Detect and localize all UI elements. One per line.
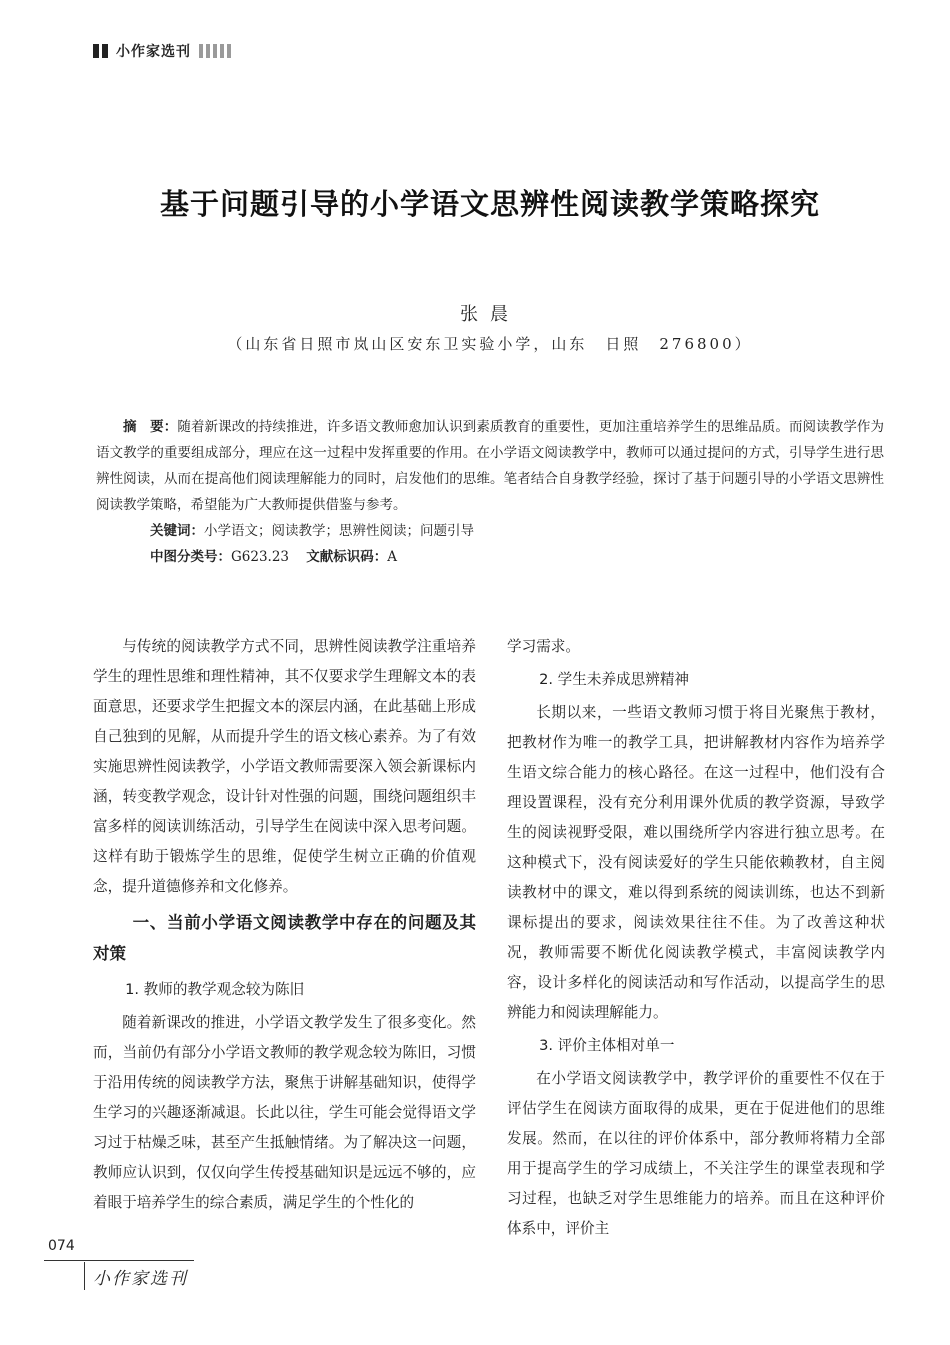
footer-divider bbox=[84, 1262, 85, 1290]
body-paragraph: 长期以来，一些语文教师习惯于将目光聚焦于教材，把教材作为唯一的教学工具，把讲解教材内容作为培养学生语文综合能力的核心路径。在这一过程中，他们没有合理设置课程，没有充分利用课外优质的教学资源，导致学生的阅读视野受限，难以围绕所学内容进行独立思考。在这种模式下，没有阅读爱好的学生只能依赖教材，自主阅读教材中的课文，难以得到系统的阅读训练，也达不到新课标提出的要求，阅读效果往往不佳。为了改善这种状况，教师需要不断优化阅读教学模式，丰富阅读教学内容，设计多样化的阅读活动和写作活动，以提高学生的思辨能力和阅读理解能力。 bbox=[507, 704, 885, 1021]
abstract-block bbox=[96, 414, 884, 570]
clc-label: 中图分类号： bbox=[150, 549, 231, 565]
clc-code: G623.23 bbox=[231, 549, 290, 565]
footer-rule bbox=[44, 1260, 194, 1261]
abstract-text: 随着新课改的持续推进，许多语文教师愈加认识到素质教育的重要性，更加注重培养学生的思维品质。而阅读教学作为语文教学的重要组成部分，理应在这一过程中发挥重要的作用。在小学语文阅读教学中，教师可以通过提问的方式，引导学生进行思辨性阅读，从而在提高他们阅读理解能力的同时，启发他们的思维。笔者结合自身教学经验，探讨了基于问题引导的小学语文思辨性阅读教学策略，希望能为广大教师提供借鉴与参考。 bbox=[96, 419, 885, 513]
doc-code: A bbox=[387, 549, 397, 565]
author-affiliation: （山东省日照市岚山区安东卫实验小学，山东 日照 276800） bbox=[227, 335, 753, 353]
journal-name: 小作家选刊 bbox=[116, 44, 191, 60]
classification-line bbox=[96, 544, 884, 570]
journal-header bbox=[93, 40, 231, 62]
abstract-paragraph bbox=[96, 414, 884, 518]
article-title: 基于问题引导的小学语文思辨性阅读教学策略探究 bbox=[159, 187, 820, 221]
keywords-label: 关键词： bbox=[150, 523, 204, 539]
intro-paragraph: 与传统的阅读教学方式不同，思辨性阅读教学注重培养学生的理性思维和理性精神，其不仅要求学生理解文本的表面意思，还要求学生把握文本的深层内涵，在此基础上形成自己独到的见解，从而提升学生的语文核心素养。为了有效实施思辨性阅读教学，小学语文教师需要深入领会新课标内涵，转变教学观念，设计针对性强的问题，围绕问题组织丰富多样的阅读训练活动，引导学生在阅读中深入思考问题。这样有助于锻炼学生的思维，促使学生树立正确的价值观念，提升道德修养和文化修养。 bbox=[93, 638, 476, 895]
section-heading-1: 一、当前小学语文阅读教学中存在的问题及其对策 bbox=[93, 913, 476, 963]
header-decor-right bbox=[199, 44, 231, 58]
author-name: 张晨 bbox=[460, 304, 520, 325]
body-paragraph: 随着新课改的推进，小学语文教学发生了很多变化。然而，当前仍有部分小学语文教师的教学观念较为陈旧，习惯于沿用传统的阅读教学方法，聚焦于讲解基础知识，使得学生学习的兴趣逐渐减退。长此以往，学生可能会觉得语文学习过于枯燥乏味，甚至产生抵触情绪。为了解决这一问题，教师应认识到，仅仅向学生传授基础知识是远远不够的，应着眼于培养学生的综合素质，满足学生的个性化的 bbox=[93, 1014, 476, 1211]
footer-logo: 小作家选刊 bbox=[93, 1269, 188, 1289]
subheading-3: 3. 评价主体相对单一 bbox=[539, 1037, 675, 1054]
doc-code-label: 文献标识码： bbox=[306, 549, 388, 565]
keywords-text: 小学语文；阅读教学；思辨性阅读；问题引导 bbox=[204, 523, 474, 539]
keywords-line bbox=[96, 518, 884, 544]
abstract-label: 摘 要： bbox=[123, 419, 178, 435]
left-column bbox=[93, 632, 476, 1218]
body-paragraph: 在小学语文阅读教学中，教学评价的重要性不仅在于评估学生在阅读方面取得的成果，更在于促进他们的思维发展。然而，在以往的评价体系中，部分教师将精力全部用于提高学生的学习成绩上，不关注学生的课堂表现和学习过程，也缺乏对学生思维能力的培养。而且在这种评价体系中，评价主 bbox=[507, 1070, 885, 1237]
subheading-2: 2. 学生未养成思辨精神 bbox=[539, 671, 690, 688]
header-decor-left bbox=[93, 44, 108, 58]
right-column bbox=[507, 632, 885, 1244]
subheading-1: 1. 教师的教学观念较为陈旧 bbox=[125, 981, 305, 998]
page-number: 074 bbox=[48, 1238, 75, 1254]
continued-text: 学习需求。 bbox=[507, 638, 580, 655]
